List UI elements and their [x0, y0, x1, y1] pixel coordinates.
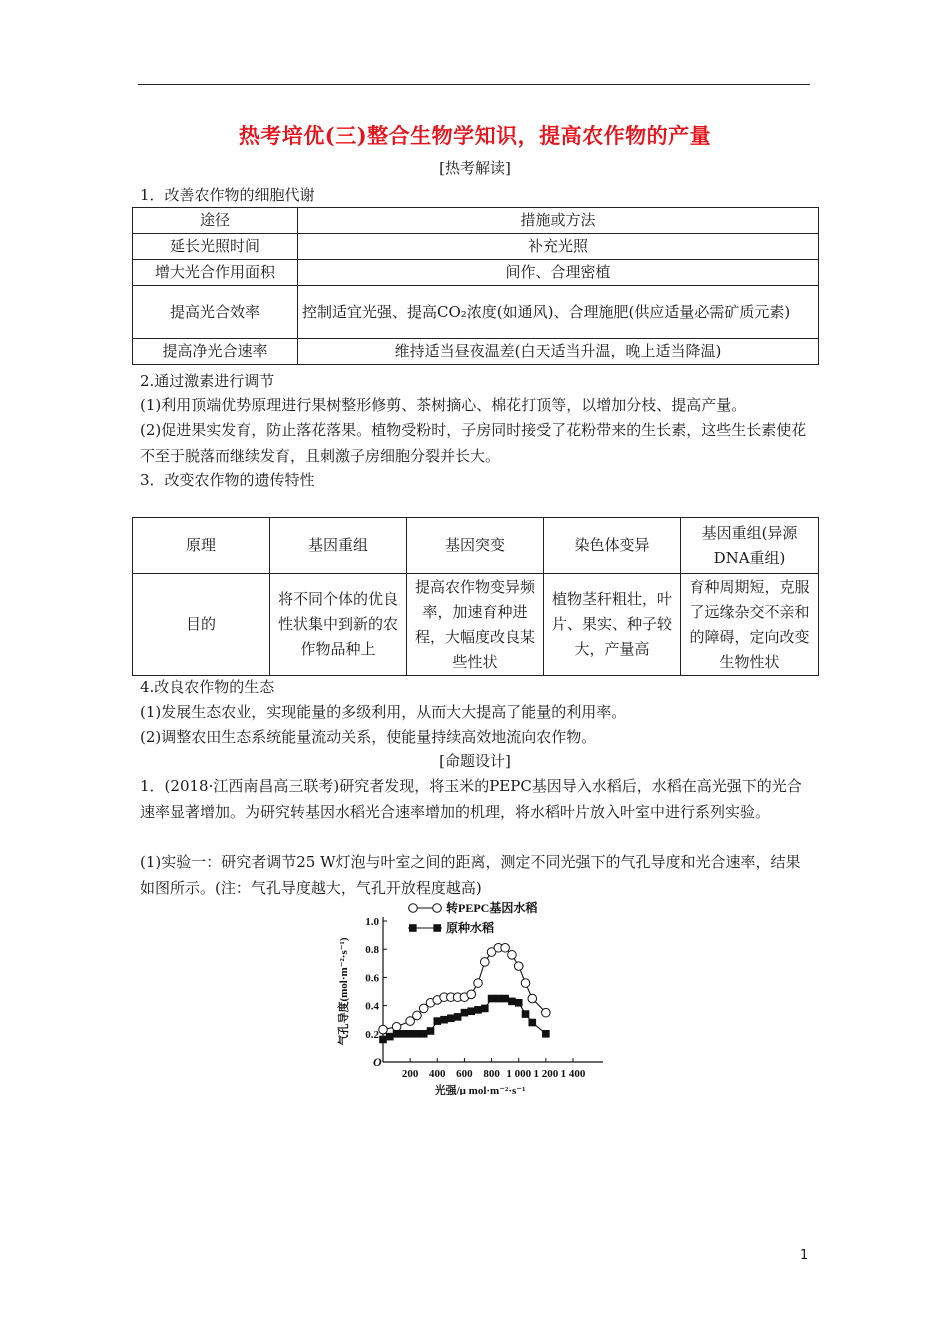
stomatal-conductance-chart [330, 895, 630, 1095]
table-cell: 将不同个体的优良性状集中到新的农作物品种上 [270, 574, 407, 676]
data-point-original [427, 1027, 435, 1035]
table-cell: 增大光合作用面积 [133, 260, 298, 286]
x-axis-label: 光强/μ mol·m⁻²·s⁻¹ [434, 1085, 526, 1095]
genetics-table [132, 517, 819, 676]
table-row [133, 518, 819, 574]
table-row [133, 574, 819, 676]
question-1-part-1: (1)实验一：研究者调节25 W灯泡与叶室之间的距离，测定不同光强下的气孔导度和光合速率，结果如图所示。(注：气孔导度越大，气孔开放程度越高) [140, 853, 801, 897]
data-point-original [406, 1030, 414, 1038]
data-point-transgenic [501, 943, 510, 952]
table-row [133, 234, 819, 260]
data-point-original [508, 998, 516, 1006]
data-point-original [528, 1019, 536, 1027]
table-header-cell: 措施或方法 [298, 208, 819, 234]
table-cell: 植物茎秆粗壮，叶片、果实、种子较大，产量高 [544, 574, 681, 676]
table-cell: 补充光照 [298, 234, 819, 260]
data-point-original [481, 1005, 489, 1013]
table-header-cell: 途径 [133, 208, 298, 234]
data-point-original [413, 1030, 421, 1038]
y-tick-label: 0.8 [365, 944, 379, 957]
table-header-cell: 基因重组(异源DNA重组) [681, 518, 819, 574]
table-cell: 延长光照时间 [133, 234, 298, 260]
data-point-original [515, 999, 523, 1007]
section-4-paragraph-2: (2)调整农田生态系统能量流动关系，使能量持续高效地流向农作物。 [140, 728, 597, 746]
data-point-original [420, 1030, 428, 1038]
table-row [133, 260, 819, 286]
y-tick-label: 0.4 [365, 1000, 379, 1013]
data-point-transgenic [521, 979, 530, 988]
data-point-original [386, 1033, 394, 1041]
x-tick-label: 200 [401, 1068, 419, 1080]
legend-marker-1 [409, 904, 418, 913]
section-3-heading: 3．改变农作物的遗传特性 [140, 471, 315, 489]
y-axis-label: 气孔导度(mol·m⁻²·s⁻¹) [338, 937, 350, 1046]
data-point-transgenic [379, 1025, 388, 1034]
legend-label-2: 原种水稻 [446, 921, 495, 935]
x-tick-label: 400 [429, 1068, 446, 1080]
section-4-heading: 4.改良农作物的生态 [140, 678, 275, 696]
legend-marker-1 [433, 904, 442, 913]
table-cell: 维持适当昼夜温差(白天适当升温，晚上适当降温) [298, 339, 819, 365]
data-point-original [461, 1009, 469, 1017]
section-label-read: [热考解读] [439, 159, 511, 177]
section-label-design: [命题设计] [439, 752, 511, 770]
page-number: 1 [800, 1248, 809, 1263]
data-point-original [495, 995, 503, 1003]
x-tick-label: 1 000 [506, 1068, 532, 1080]
data-point-original [447, 1014, 455, 1022]
y-tick-label: 1.0 [365, 916, 379, 928]
table-cell: 间作、合理密植 [298, 260, 819, 286]
data-point-original [501, 995, 509, 1003]
data-point-transgenic [392, 1022, 401, 1031]
table-cell: 提高净光合速率 [133, 339, 298, 365]
origin-label: O [373, 1055, 382, 1069]
legend-marker-2 [433, 924, 441, 932]
data-point-transgenic [542, 1008, 551, 1017]
data-point-original [474, 1006, 482, 1014]
section-2-paragraph-1: (1)利用顶端优势原理进行果树整形修剪、茶树摘心、棉花打顶等，以增加分枝、提高产量。 [140, 396, 747, 414]
table-header-cell: 原理 [133, 518, 270, 574]
table-cell: 目的 [133, 574, 270, 676]
metabolism-table [132, 207, 819, 365]
table-row [133, 208, 819, 234]
table-cell: 控制适宜光强、提高CO₂浓度(如通风)、合理施肥(供应适量必需矿质元素) [298, 286, 819, 339]
legend-label-1: 转PEPC基因水稻 [446, 901, 538, 915]
data-point-original [433, 1017, 441, 1025]
y-tick-label: 0.6 [365, 972, 379, 985]
data-point-original [522, 1010, 530, 1018]
page-title: 热考培优(三)整合生物学知识，提高农作物的产量 [238, 123, 712, 148]
data-point-original [454, 1013, 462, 1021]
data-point-original [488, 995, 496, 1003]
data-point-transgenic [413, 1011, 422, 1020]
data-point-original [400, 1030, 408, 1038]
table-cell: 提高农作物变异频率，加速育种进程，大幅度改良某些性状 [407, 574, 544, 676]
question-1-text: 1．(2018·江西南昌高三联考)研究者发现，将玉米的PEPC基因导入水稻后，水稻在高光强下的光合速率显著增加。为研究转基因水稻光合速率增加的机理，将水稻叶片放入叶室中进行系列实验。 [140, 777, 802, 821]
data-point-transgenic [508, 951, 517, 960]
table-header-cell: 基因突变 [407, 518, 544, 574]
top-rule [138, 84, 810, 85]
section-1-heading: 1．改善农作物的细胞代谢 [140, 186, 315, 204]
x-tick-label: 600 [456, 1068, 473, 1080]
table-header-cell: 染色体变异 [544, 518, 681, 574]
data-point-original [379, 1036, 387, 1044]
table-cell: 提高光合效率 [133, 286, 298, 339]
table-cell: 育种周期短，克服了远缘杂交不亲和的障碍，定向改变生物性状 [681, 574, 819, 676]
data-point-original [467, 1007, 475, 1015]
data-point-transgenic [514, 962, 523, 971]
data-point-transgenic [467, 990, 476, 999]
section-2-paragraph-2: (2)促进果实发育，防止落花落果。植物受粉时，子房同时接受了花粉带来的生长素，这些生长素使花不至于脱落而继续发育，且刺激子房细胞分裂并长大。 [140, 421, 807, 465]
x-tick-label: 800 [483, 1068, 500, 1080]
table-row [133, 339, 819, 365]
data-point-transgenic [474, 979, 483, 988]
table-header-cell: 基因重组 [270, 518, 407, 574]
data-point-original [440, 1016, 448, 1024]
data-point-original [393, 1030, 401, 1038]
section-4-paragraph-1: (1)发展生态农业，实现能量的多级利用，从而大大提高了能量的利用率。 [140, 703, 627, 721]
data-point-original [542, 1030, 550, 1038]
y-tick-label: 0.2 [365, 1028, 379, 1041]
x-tick-label: 1 200 [533, 1068, 559, 1080]
data-point-transgenic [480, 958, 489, 967]
x-tick-label: 1 400 [560, 1068, 586, 1080]
legend-marker-2 [409, 924, 417, 932]
table-row [133, 286, 819, 339]
section-2-heading: 2.通过激素进行调节 [140, 372, 275, 390]
data-point-transgenic [528, 994, 537, 1003]
